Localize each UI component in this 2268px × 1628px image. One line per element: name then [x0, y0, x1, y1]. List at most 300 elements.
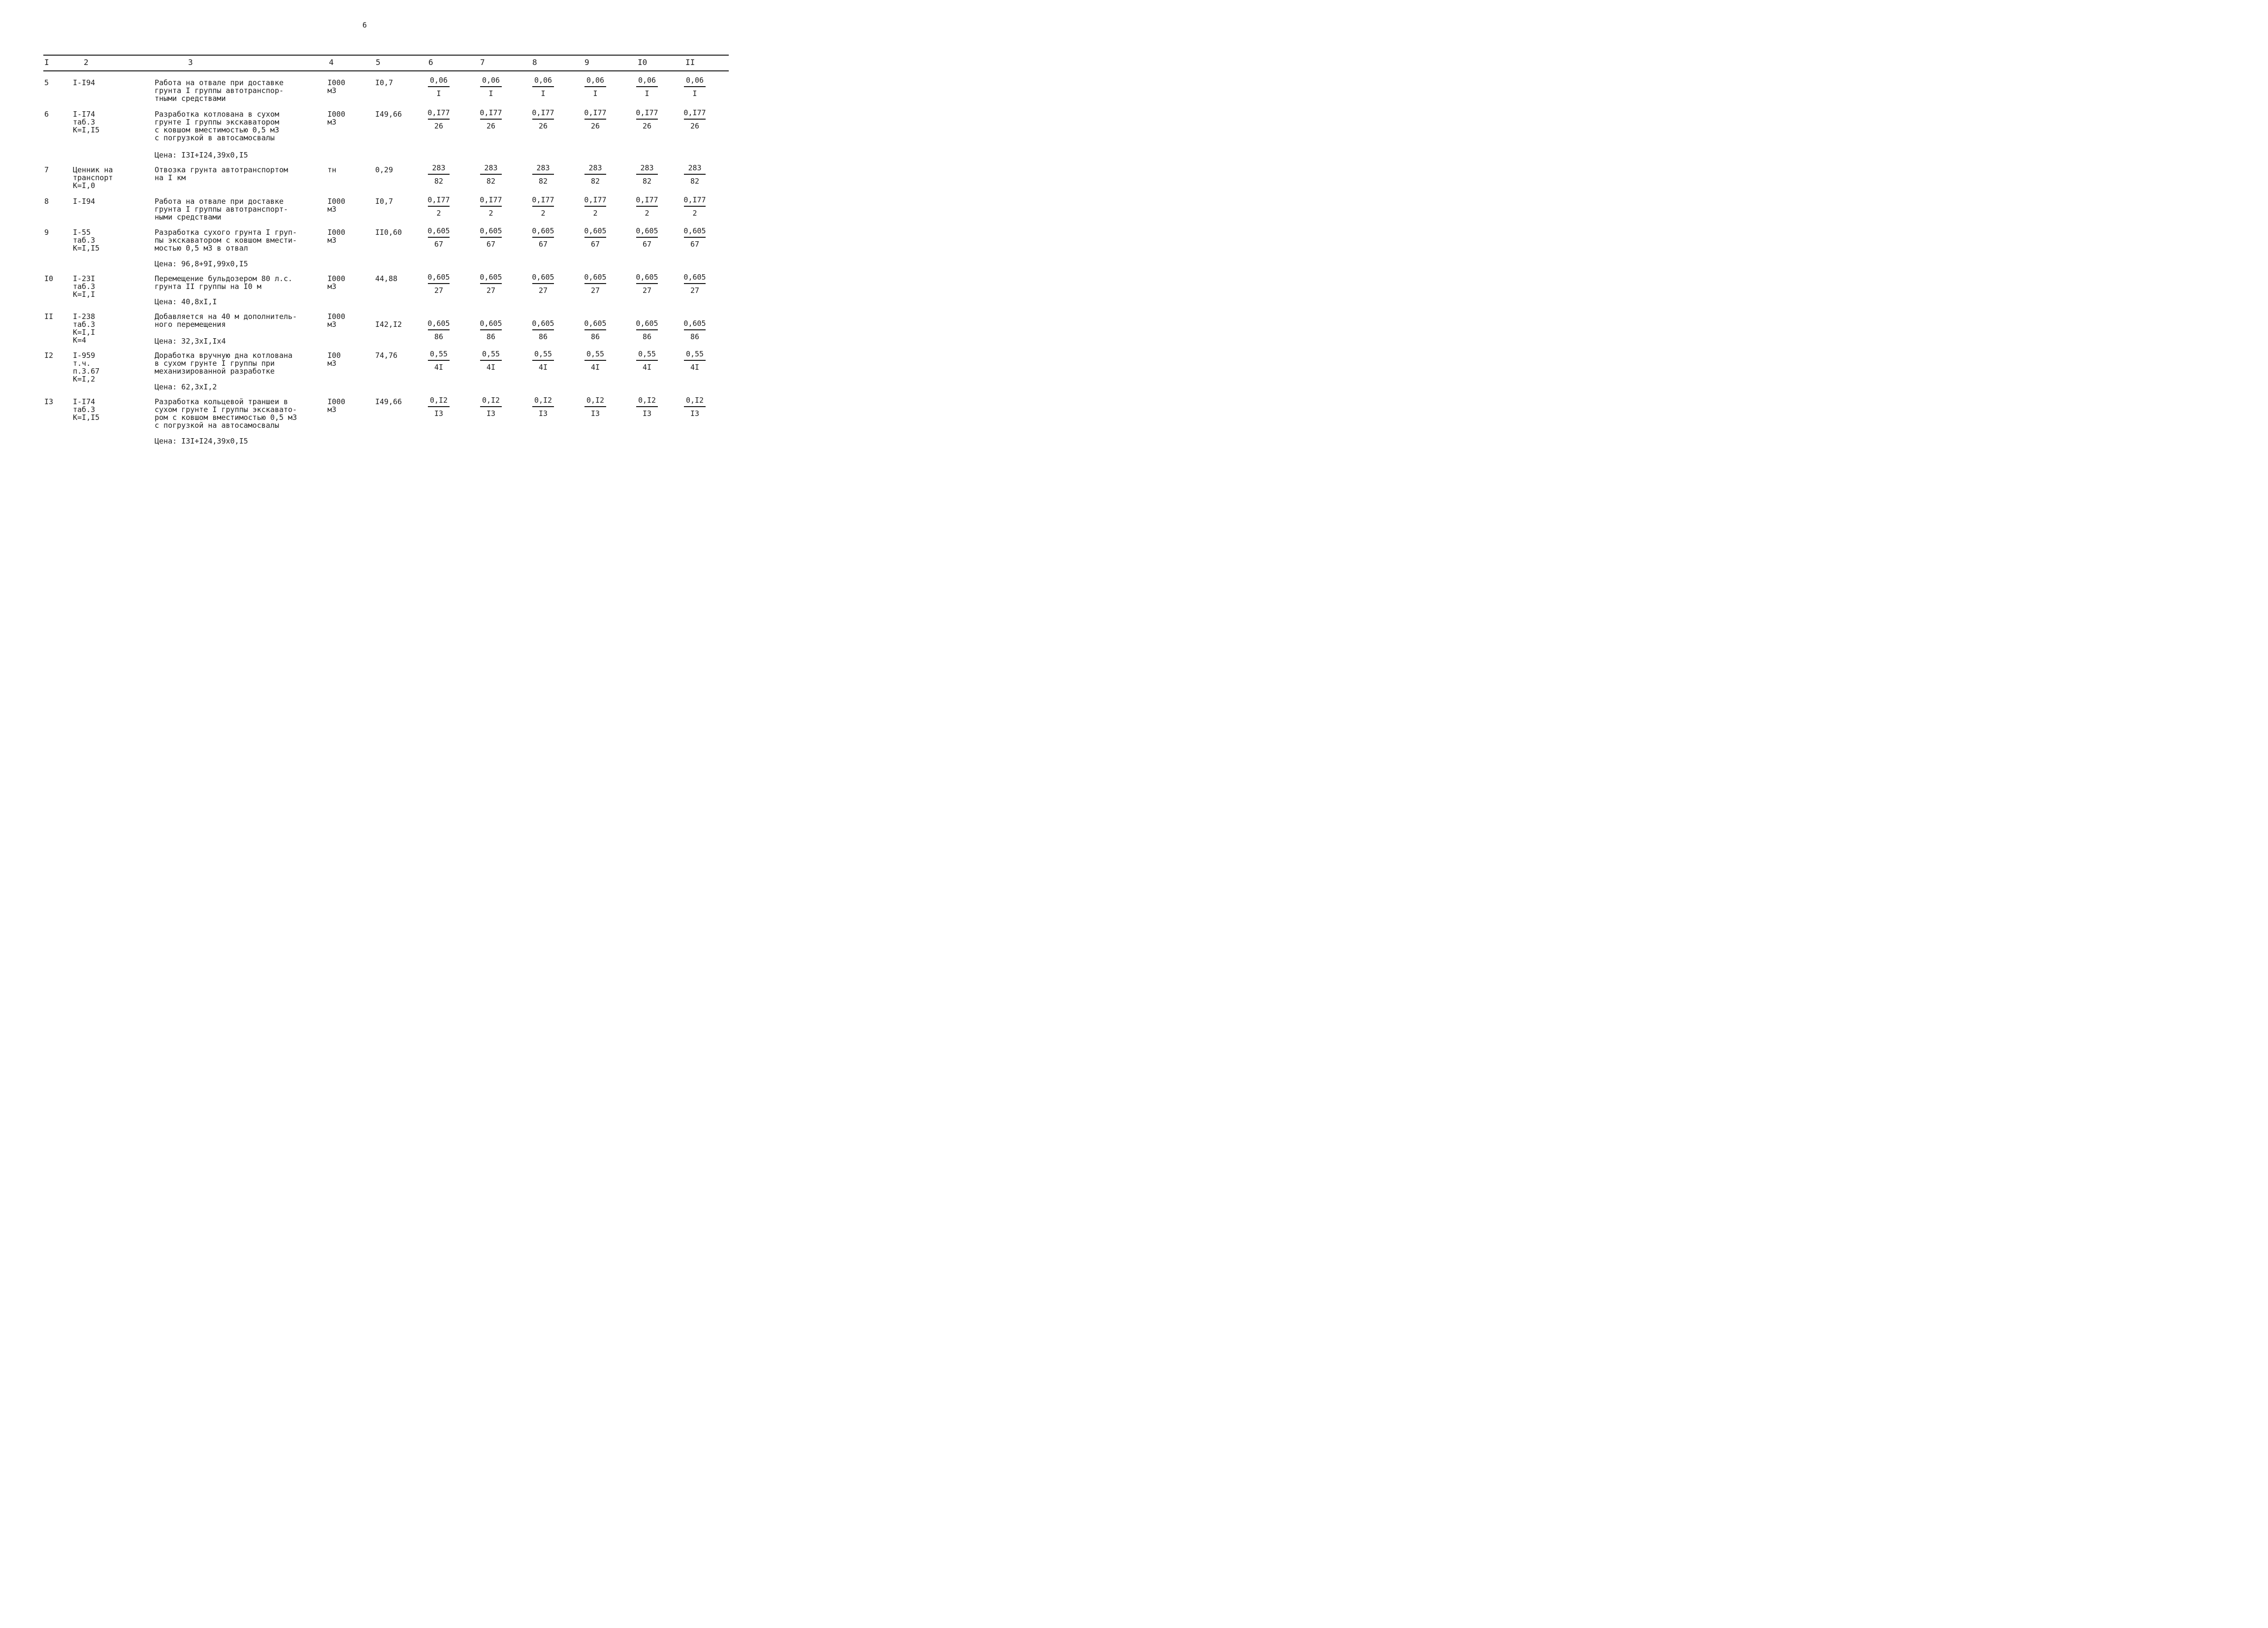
fraction-bar: [480, 237, 502, 238]
row-number: I3: [44, 397, 54, 406]
unit-line: I000: [327, 78, 346, 87]
document-page: [0, 0, 767, 558]
fraction-numerator: 0,605: [427, 226, 450, 235]
unit: [327, 166, 336, 174]
norm-code: [73, 79, 95, 87]
fraction-cell: [479, 396, 503, 418]
fraction-denominator: 67: [486, 240, 496, 249]
fraction-numerator: 0,605: [584, 273, 607, 282]
fraction-numerator: 0,605: [480, 319, 502, 328]
fraction-denominator: 4I: [538, 363, 548, 372]
work-description-line: грунте I группы экскаватором: [155, 118, 279, 127]
fraction-cell: [635, 196, 659, 218]
fraction-cell: [479, 109, 503, 130]
fraction-numerator: 0,I77: [584, 108, 607, 117]
header-col-11: II: [685, 58, 695, 67]
header-col-4: 4: [329, 58, 334, 67]
fraction-bar: [428, 329, 450, 330]
fraction-cell: [531, 273, 555, 295]
norm-code-line: I-238: [73, 312, 96, 321]
fraction-numerator: 0,06: [638, 76, 656, 85]
fraction-denominator: 82: [642, 177, 652, 186]
norm-code-line: т.ч.: [73, 359, 91, 368]
fraction-cell: [583, 273, 608, 295]
fraction-numerator: 0,06: [586, 76, 605, 85]
fraction-denominator: 82: [486, 177, 496, 186]
fraction-cell: [583, 76, 608, 98]
norm-code: [73, 166, 113, 190]
work-description-line: Работа на отвале при доставке: [155, 197, 284, 206]
fraction-bar: [636, 86, 658, 87]
unit-value: 44,88: [375, 274, 398, 283]
price-formula: Цена: 62,3хI,2: [155, 383, 217, 391]
row-number: II: [44, 312, 54, 321]
fraction-bar: [684, 360, 706, 361]
fraction-bar: [480, 174, 502, 175]
fraction-bar: [532, 206, 554, 207]
unit-line: I00: [327, 351, 341, 360]
work-description-line: с ковшом вместимостью 0,5 м3: [155, 126, 279, 134]
fraction-denominator: I: [488, 89, 493, 98]
fraction-bar: [636, 174, 658, 175]
fraction-bar: [684, 329, 706, 330]
work-description-line: с погрузкой на автосамосвалы: [155, 421, 279, 430]
work-description: [155, 110, 279, 142]
fraction-bar: [428, 360, 450, 361]
work-description: [155, 398, 297, 429]
fraction-numerator: 0,I2: [482, 396, 500, 405]
fraction-cell: [635, 227, 659, 249]
fraction-cell: [635, 109, 659, 130]
fraction-cell: [635, 164, 659, 186]
fraction-bar: [684, 206, 706, 207]
work-description-line: сухом грунте I группы экскавато-: [155, 405, 297, 414]
norm-code-line: таб.3: [73, 118, 96, 127]
norm-code-line: I-959: [73, 351, 96, 360]
unit: [327, 351, 341, 367]
fraction-denominator: 2: [436, 209, 441, 218]
fraction-cell: [426, 396, 451, 418]
fraction-bar: [532, 119, 554, 120]
fraction-numerator: 0,I77: [480, 108, 502, 117]
fraction-numerator: 283: [536, 163, 550, 172]
fraction-numerator: 283: [588, 163, 602, 172]
norm-code: [73, 351, 99, 383]
work-description: [155, 351, 292, 375]
fraction-bar: [684, 119, 706, 120]
fraction-bar: [532, 406, 554, 407]
fraction-numerator: 0,I77: [683, 108, 706, 117]
table-header-rule: [43, 70, 729, 71]
fraction-cell: [479, 76, 503, 98]
fraction-bar: [636, 360, 658, 361]
fraction-denominator: 86: [434, 332, 444, 341]
norm-code-line: К=4: [73, 336, 87, 345]
fraction-cell: [531, 319, 555, 341]
fraction-bar: [428, 283, 450, 284]
unit-value: I0,7: [375, 197, 393, 206]
norm-code-line: I-I94: [73, 197, 96, 206]
fraction-denominator: I: [436, 89, 441, 98]
fraction-numerator: 0,605: [532, 226, 554, 235]
fraction-numerator: 0,06: [482, 76, 500, 85]
work-description-line: тными средствами: [155, 94, 226, 103]
fraction-numerator: 0,I2: [638, 396, 656, 405]
fraction-denominator: 4I: [486, 363, 496, 372]
fraction-bar: [636, 237, 658, 238]
fraction-bar: [584, 174, 606, 175]
fraction-denominator: 82: [690, 177, 700, 186]
fraction-cell: [479, 227, 503, 249]
fraction-denominator: 82: [434, 177, 444, 186]
work-description-line: ром с ковшом вместимостью 0,5 м3: [155, 413, 297, 422]
fraction-bar: [532, 237, 554, 238]
fraction-denominator: I3: [642, 409, 652, 418]
work-description-line: в сухом грунте I группы при: [155, 359, 275, 368]
fraction-bar: [636, 283, 658, 284]
fraction-numerator: 0,I2: [685, 396, 704, 405]
unit-line: I000: [327, 397, 346, 406]
fraction-bar: [684, 237, 706, 238]
unit-value: I49,66: [375, 397, 402, 406]
fraction-bar: [532, 86, 554, 87]
fraction-numerator: 0,55: [429, 350, 448, 358]
row-number: 5: [44, 78, 49, 87]
header-col-5: 5: [376, 58, 381, 67]
page-number: 6: [362, 21, 367, 30]
row-number: 6: [44, 110, 49, 119]
header-col-3: 3: [188, 58, 193, 67]
work-description: [155, 166, 288, 182]
fraction-bar: [532, 329, 554, 330]
header-col-6: 6: [428, 58, 433, 67]
fraction-denominator: 27: [538, 286, 548, 295]
fraction-bar: [428, 206, 450, 207]
fraction-denominator: I: [593, 89, 598, 98]
fraction-numerator: 0,605: [683, 319, 706, 328]
fraction-denominator: I3: [590, 409, 600, 418]
fraction-bar: [480, 406, 502, 407]
fraction-bar: [584, 360, 606, 361]
fraction-denominator: I: [692, 89, 697, 98]
fraction-cell: [682, 164, 707, 186]
fraction-cell: [531, 227, 555, 249]
fraction-numerator: 283: [688, 163, 702, 172]
fraction-denominator: 86: [486, 332, 496, 341]
unit-line: м3: [327, 236, 337, 245]
fraction-numerator: 0,605: [584, 226, 607, 235]
norm-code-line: К=I,I5: [73, 126, 100, 134]
fraction-cell: [635, 273, 659, 295]
fraction-bar: [636, 119, 658, 120]
work-description: [155, 313, 297, 328]
fraction-denominator: 27: [434, 286, 444, 295]
fraction-bar: [684, 174, 706, 175]
work-description-line: Добавляется на 40 м дополнитель-: [155, 312, 297, 321]
fraction-cell: [583, 396, 608, 418]
norm-code-line: п.3.67: [73, 367, 100, 376]
fraction-bar: [584, 406, 606, 407]
header-col-7: 7: [480, 58, 485, 67]
fraction-bar: [480, 360, 502, 361]
fraction-numerator: 0,605: [584, 319, 607, 328]
fraction-numerator: 0,I77: [584, 195, 607, 204]
fraction-bar: [428, 174, 450, 175]
fraction-denominator: 27: [590, 286, 600, 295]
fraction-denominator: 26: [642, 122, 652, 130]
fraction-numerator: 0,605: [427, 319, 450, 328]
unit-line: м3: [327, 282, 337, 291]
unit-value: I0,7: [375, 78, 393, 87]
norm-code-line: I-55: [73, 228, 91, 237]
norm-code: [73, 398, 99, 421]
work-description-line: Разработка кольцевой траншеи в: [155, 397, 288, 406]
unit-value: 74,76: [375, 351, 398, 360]
unit-line: м3: [327, 118, 337, 127]
fraction-numerator: 0,605: [636, 226, 658, 235]
fraction-cell: [531, 76, 555, 98]
fraction-denominator: I3: [538, 409, 548, 418]
fraction-denominator: 86: [538, 332, 548, 341]
fraction-denominator: 67: [538, 240, 548, 249]
unit: [327, 313, 345, 328]
fraction-denominator: I: [541, 89, 546, 98]
fraction-cell: [682, 396, 707, 418]
fraction-bar: [636, 329, 658, 330]
header-col-10: I0: [638, 58, 648, 67]
row-number: 9: [44, 228, 49, 237]
fraction-numerator: 0,605: [683, 273, 706, 282]
fraction-bar: [428, 406, 450, 407]
norm-code-line: К=I,I5: [73, 413, 100, 422]
unit-line: м3: [327, 359, 337, 368]
fraction-bar: [584, 206, 606, 207]
fraction-numerator: 0,I2: [586, 396, 605, 405]
fraction-denominator: 26: [690, 122, 700, 130]
fraction-numerator: 0,I77: [427, 195, 450, 204]
price-formula: Цена: I3I+I24,39х0,I5: [155, 151, 248, 160]
fraction-cell: [531, 196, 555, 218]
fraction-denominator: 4I: [642, 363, 652, 372]
fraction-numerator: 0,I77: [636, 195, 658, 204]
fraction-denominator: I3: [486, 409, 496, 418]
unit-line: м3: [327, 205, 337, 214]
unit-line: м3: [327, 320, 337, 329]
unit-line: I000: [327, 228, 346, 237]
fraction-numerator: 0,605: [532, 273, 554, 282]
row-number: 8: [44, 197, 49, 206]
fraction-bar: [584, 283, 606, 284]
fraction-cell: [426, 273, 451, 295]
fraction-cell: [682, 319, 707, 341]
unit: [327, 228, 345, 244]
work-description-line: с погрузкой в автосамосвалы: [155, 133, 275, 142]
fraction-bar: [428, 86, 450, 87]
fraction-denominator: 82: [538, 177, 548, 186]
norm-code-line: I-I94: [73, 78, 96, 87]
fraction-bar: [584, 237, 606, 238]
unit-line: I000: [327, 197, 346, 206]
fraction-numerator: 0,55: [534, 350, 552, 358]
fraction-cell: [583, 109, 608, 130]
fraction-denominator: 2: [593, 209, 598, 218]
norm-code: [73, 197, 95, 205]
fraction-numerator: 0,605: [636, 273, 658, 282]
fraction-cell: [583, 227, 608, 249]
price-formula: Цена: 40,8хI,I: [155, 297, 217, 306]
work-description-line: механизированной разработке: [155, 367, 275, 376]
price-formula: Цена: 96,8+9I,99х0,I5: [155, 259, 248, 268]
unit-value: II0,60: [375, 228, 402, 237]
work-description-line: Перемещение бульдозером 80 л.с.: [155, 274, 292, 283]
header-col-2: 2: [84, 58, 89, 67]
fraction-numerator: 283: [432, 163, 446, 172]
fraction-bar: [480, 86, 502, 87]
fraction-denominator: 82: [590, 177, 600, 186]
fraction-cell: [426, 164, 451, 186]
work-description-line: Разработка котлована в сухом: [155, 110, 279, 119]
unit-value: 0,29: [375, 165, 393, 174]
work-description: [155, 228, 297, 252]
fraction-denominator: 67: [434, 240, 444, 249]
fraction-bar: [636, 406, 658, 407]
fraction-cell: [583, 350, 608, 372]
row-number: I0: [44, 274, 54, 283]
unit-line: м3: [327, 405, 337, 414]
fraction-denominator: 2: [692, 209, 697, 218]
fraction-numerator: 0,I77: [427, 108, 450, 117]
work-description-line: Работа на отвале при доставке: [155, 78, 284, 87]
unit-value: I49,66: [375, 110, 402, 119]
fraction-cell: [479, 350, 503, 372]
norm-code-line: I-I74: [73, 110, 96, 119]
fraction-denominator: 4I: [434, 363, 444, 372]
fraction-cell: [583, 196, 608, 218]
unit-line: I000: [327, 110, 346, 119]
fraction-numerator: 0,605: [636, 319, 658, 328]
fraction-cell: [682, 350, 707, 372]
fraction-numerator: 0,55: [685, 350, 704, 358]
work-description-line: Разработка сухого грунта I груп-: [155, 228, 297, 237]
fraction-bar: [532, 174, 554, 175]
unit-line: тн: [327, 165, 337, 174]
fraction-numerator: 0,605: [480, 226, 502, 235]
fraction-numerator: 0,605: [427, 273, 450, 282]
fraction-denominator: 27: [690, 286, 700, 295]
norm-code: [73, 228, 99, 252]
fraction-numerator: 0,55: [586, 350, 605, 358]
fraction-cell: [531, 109, 555, 130]
fraction-denominator: I3: [690, 409, 700, 418]
fraction-numerator: 0,I77: [532, 108, 554, 117]
fraction-denominator: 4I: [590, 363, 600, 372]
price-formula: Цена: I3I+I24,39х0,I5: [155, 437, 248, 446]
fraction-bar: [584, 329, 606, 330]
norm-code-line: К=I,I5: [73, 244, 100, 253]
fraction-numerator: 0,I77: [480, 195, 502, 204]
unit: [327, 275, 345, 290]
work-description: [155, 197, 288, 221]
work-description-line: на I км: [155, 173, 186, 182]
fraction-cell: [583, 164, 608, 186]
unit-line: I000: [327, 312, 346, 321]
fraction-denominator: 86: [590, 332, 600, 341]
fraction-denominator: 27: [486, 286, 496, 295]
fraction-denominator: 26: [538, 122, 548, 130]
price-formula: Цена: 32,3хI,Iх4: [155, 337, 226, 346]
fraction-numerator: 0,I77: [532, 195, 554, 204]
fraction-bar: [584, 86, 606, 87]
work-description-line: пы экскаватором с ковшом вмести-: [155, 236, 297, 245]
fraction-denominator: 67: [690, 240, 700, 249]
fraction-cell: [682, 76, 707, 98]
fraction-numerator: 0,605: [532, 319, 554, 328]
unit: [327, 398, 345, 414]
fraction-denominator: 2: [488, 209, 493, 218]
fraction-denominator: 26: [590, 122, 600, 130]
fraction-cell: [479, 273, 503, 295]
fraction-cell: [635, 76, 659, 98]
fraction-denominator: 67: [642, 240, 652, 249]
work-description-line: мостью 0,5 м3 в отвал: [155, 244, 248, 253]
fraction-numerator: 0,55: [638, 350, 656, 358]
work-description-line: ными средствами: [155, 213, 222, 222]
norm-code-line: таб.3: [73, 282, 96, 291]
fraction-bar: [636, 206, 658, 207]
fraction-bar: [480, 283, 502, 284]
norm-code-line: таб.3: [73, 405, 96, 414]
fraction-denominator: 26: [486, 122, 496, 130]
norm-code-line: К=I,I: [73, 290, 96, 299]
fraction-cell: [426, 196, 451, 218]
fraction-cell: [479, 164, 503, 186]
fraction-denominator: 2: [541, 209, 546, 218]
fraction-numerator: 0,605: [480, 273, 502, 282]
norm-code-line: таб.3: [73, 320, 96, 329]
fraction-numerator: 0,605: [683, 226, 706, 235]
fraction-denominator: 2: [645, 209, 649, 218]
fraction-cell: [426, 227, 451, 249]
fraction-cell: [635, 350, 659, 372]
fraction-numerator: 283: [640, 163, 654, 172]
norm-code-line: К=I,0: [73, 181, 96, 190]
fraction-bar: [480, 206, 502, 207]
unit-line: м3: [327, 86, 337, 95]
norm-code-line: I-I74: [73, 397, 96, 406]
norm-code-line: I-23I: [73, 274, 96, 283]
work-description-line: грунта II группы на I0 м: [155, 282, 261, 291]
fraction-numerator: 0,I2: [534, 396, 552, 405]
table-top-rule: [43, 55, 729, 56]
fraction-denominator: 86: [642, 332, 652, 341]
fraction-bar: [584, 119, 606, 120]
fraction-numerator: 0,55: [482, 350, 500, 358]
fraction-denominator: I: [645, 89, 649, 98]
fraction-cell: [531, 350, 555, 372]
fraction-bar: [480, 119, 502, 120]
fraction-cell: [426, 319, 451, 341]
fraction-cell: [682, 196, 707, 218]
fraction-bar: [684, 86, 706, 87]
fraction-denominator: 4I: [690, 363, 700, 372]
fraction-cell: [682, 227, 707, 249]
unit-line: I000: [327, 274, 346, 283]
fraction-denominator: 86: [690, 332, 700, 341]
fraction-bar: [428, 237, 450, 238]
fraction-cell: [426, 76, 451, 98]
fraction-bar: [532, 360, 554, 361]
work-description-line: грунта I группы автотранспорт-: [155, 205, 288, 214]
